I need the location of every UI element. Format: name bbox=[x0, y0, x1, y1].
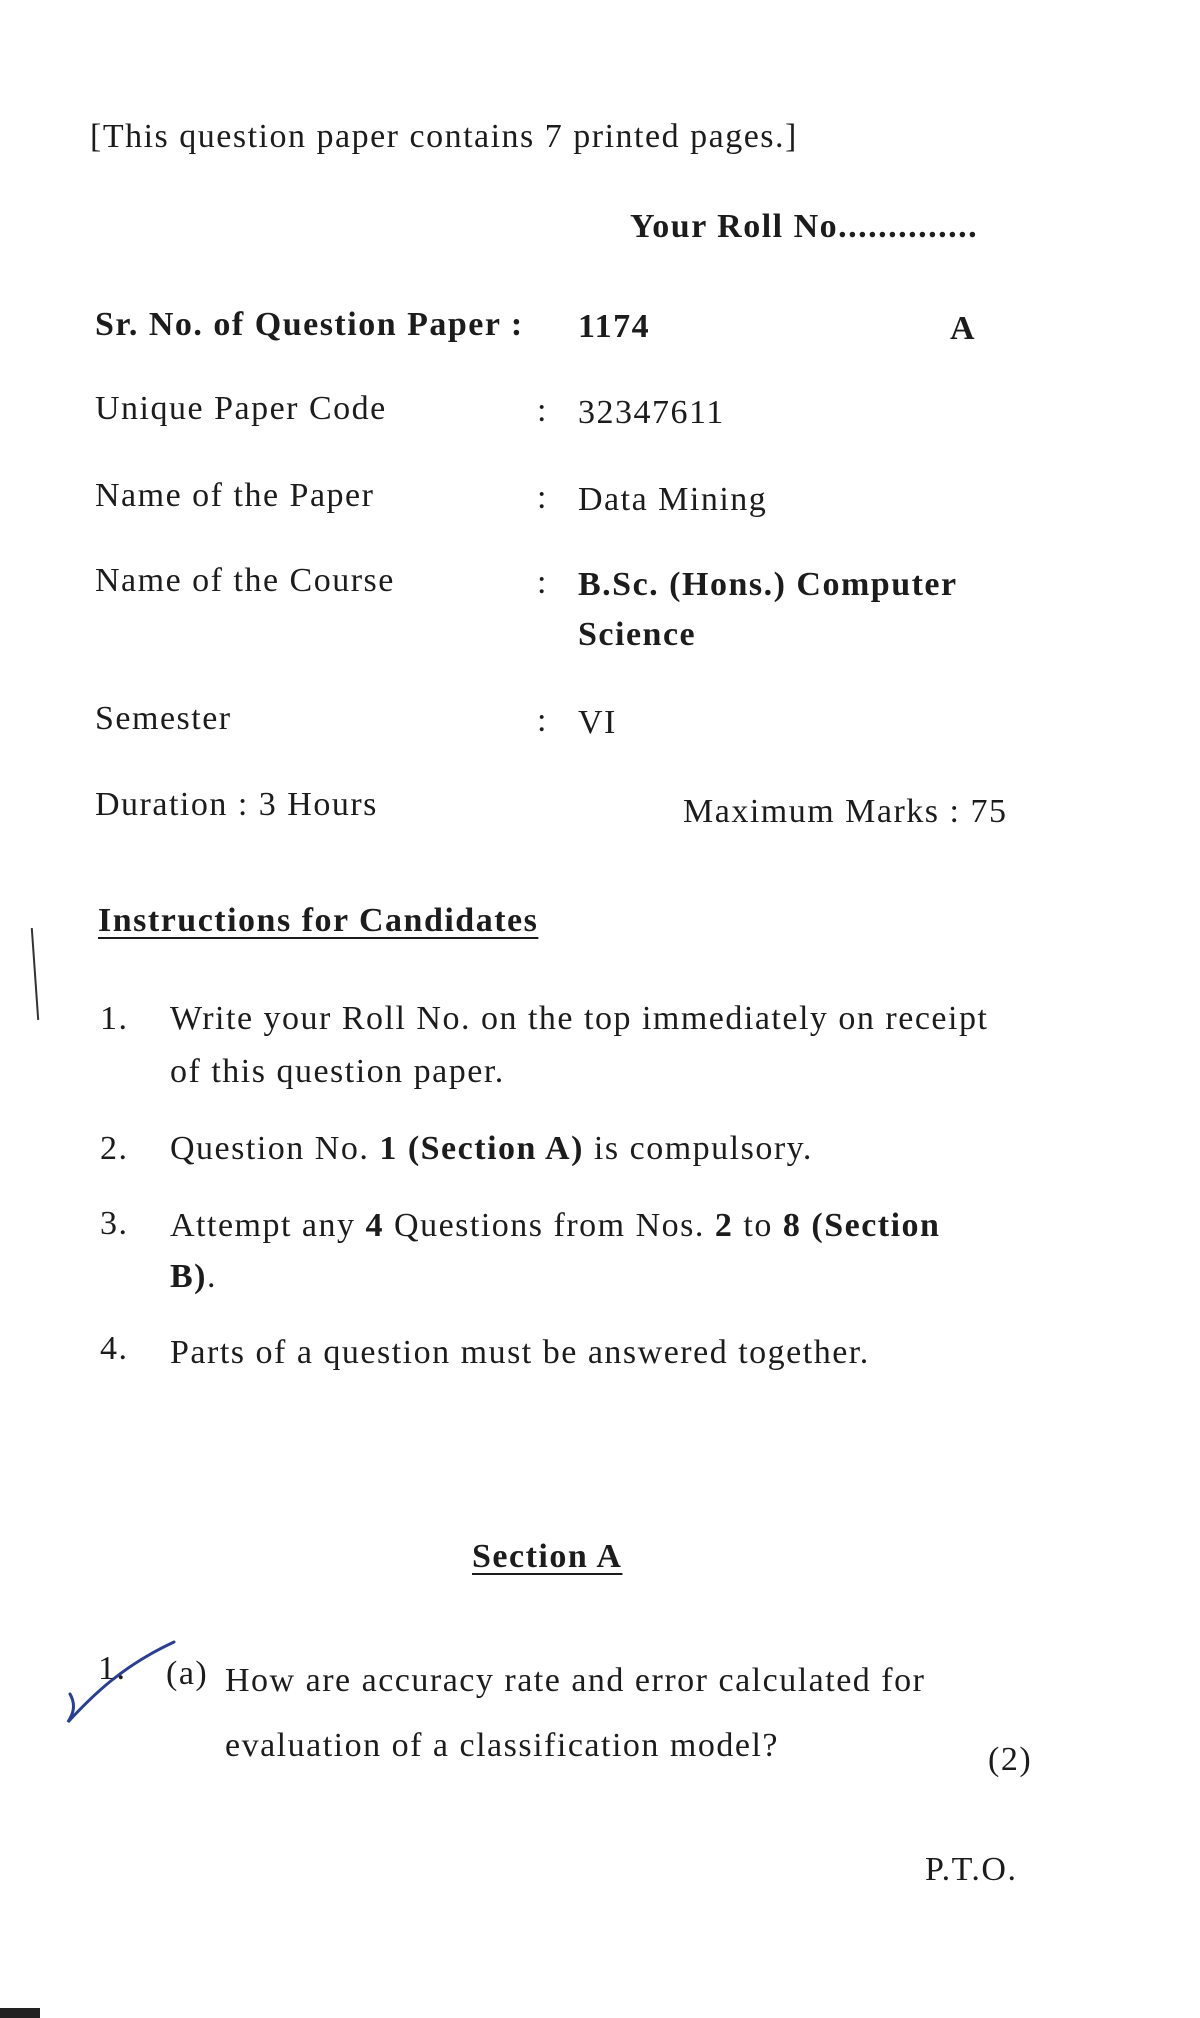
instruction-number: 4. bbox=[100, 1330, 129, 1367]
colon: : bbox=[537, 479, 548, 516]
sr-no-label: Sr. No. of Question Paper : bbox=[95, 306, 524, 343]
instruction-text: Parts of a question must be answered together. bbox=[170, 1334, 870, 1371]
course-name-label: Name of the Course bbox=[95, 562, 395, 599]
semester-label: Semester bbox=[95, 700, 232, 737]
instruction-text: Write your Roll No. on the top immediately on receipt bbox=[170, 1000, 989, 1037]
paper-name-label: Name of the Paper bbox=[95, 477, 375, 514]
colon: : bbox=[537, 564, 548, 601]
section-heading: Section A bbox=[472, 1538, 623, 1575]
course-name-value-cont: Science bbox=[578, 616, 697, 653]
question-marks: (2) bbox=[988, 1741, 1033, 1778]
instruction-number: 3. bbox=[100, 1205, 129, 1242]
sr-no-value: 1174 bbox=[578, 308, 651, 345]
paper-name-value: Data Mining bbox=[578, 481, 768, 518]
unique-paper-code-value: 32347611 bbox=[578, 394, 725, 431]
instruction-number: 2. bbox=[100, 1130, 129, 1167]
instruction-text-cont: of this question paper. bbox=[170, 1053, 505, 1090]
semester-value: VI bbox=[578, 704, 617, 741]
paper-set: A bbox=[950, 310, 977, 347]
scan-edge bbox=[0, 2008, 40, 2018]
question-text-cont: evaluation of a classification model? bbox=[225, 1727, 779, 1764]
instruction-text-cont: B). bbox=[170, 1258, 217, 1295]
question-number: 1. bbox=[98, 1650, 127, 1687]
instruction-text: Attempt any 4 Questions from Nos. 2 to 8 (Section bbox=[170, 1207, 941, 1244]
colon: : bbox=[537, 702, 548, 739]
pen-mark bbox=[31, 928, 39, 1020]
duration: Duration : 3 Hours bbox=[95, 786, 378, 823]
course-name-value: B.Sc. (Hons.) Computer bbox=[578, 566, 958, 603]
pto-note: P.T.O. bbox=[925, 1851, 1018, 1888]
unique-paper-code-label: Unique Paper Code bbox=[95, 390, 387, 427]
instruction-text: Question No. 1 (Section A) is compulsory. bbox=[170, 1130, 813, 1167]
question-part: (a) bbox=[166, 1655, 209, 1692]
question-text: How are accuracy rate and error calculated for bbox=[225, 1662, 926, 1699]
maximum-marks: Maximum Marks : 75 bbox=[683, 793, 1008, 830]
instruction-number: 1. bbox=[100, 1000, 129, 1037]
roll-no-field: Your Roll No.............. bbox=[630, 208, 979, 245]
pages-note: [This question paper contains 7 printed pages.] bbox=[90, 118, 798, 155]
colon: : bbox=[537, 392, 548, 429]
instructions-heading: Instructions for Candidates bbox=[98, 902, 539, 939]
